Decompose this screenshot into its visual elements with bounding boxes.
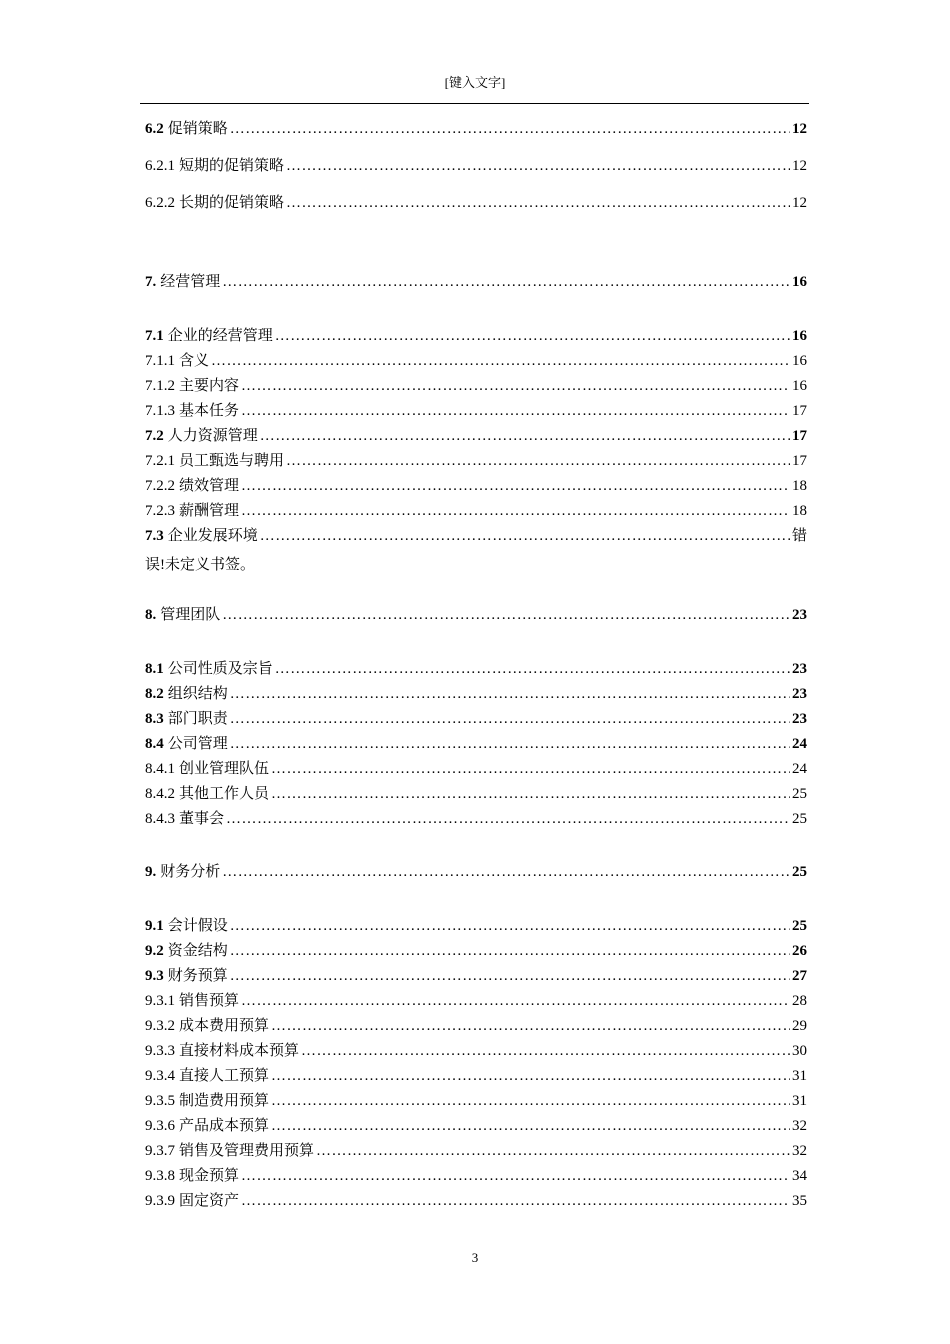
toc-entry-page: 28 xyxy=(792,993,807,1009)
toc-entry[interactable] xyxy=(145,682,807,704)
toc-entry-number: 7.2.1 xyxy=(145,453,175,469)
toc-leader-dots xyxy=(286,193,790,213)
toc-leader-dots xyxy=(271,1116,790,1136)
toc-entry[interactable] xyxy=(145,117,807,139)
toc-entry-page: 27 xyxy=(792,968,807,984)
toc-entry-page: 32 xyxy=(792,1118,807,1134)
toc-entry-number: 8.4 xyxy=(145,736,164,752)
toc-entry-page: 12 xyxy=(792,195,807,211)
toc-entry[interactable] xyxy=(145,349,807,371)
toc-entry-title: 董事会 xyxy=(179,811,225,827)
toc-entry[interactable] xyxy=(145,474,807,496)
toc-entry-number: 6.2.2 xyxy=(145,195,175,211)
toc-entry-title: 成本费用预算 xyxy=(179,1018,270,1034)
toc-entry-title: 基本任务 xyxy=(179,403,240,419)
toc-leader-dots xyxy=(241,476,790,496)
toc-entry-title: 主要内容 xyxy=(179,378,240,394)
toc-leader-dots xyxy=(260,426,790,446)
toc-entry-number: 9.3.3 xyxy=(145,1043,175,1059)
toc-entry-title: 经营管理 xyxy=(160,274,221,290)
toc-entry-number: 6.2 xyxy=(145,121,164,137)
toc-entry-number: 9.3.1 xyxy=(145,993,175,1009)
toc-leader-dots xyxy=(316,1141,790,1161)
toc-entry-page: 25 xyxy=(792,811,807,827)
toc-entry[interactable] xyxy=(145,1114,807,1136)
toc-entry[interactable] xyxy=(145,324,807,346)
toc-entry-number: 9.3.8 xyxy=(145,1168,175,1184)
toc-entry-title: 公司性质及宗旨 xyxy=(167,661,273,677)
toc-entry[interactable] xyxy=(145,1039,807,1061)
toc-entry-title: 制造费用预算 xyxy=(179,1093,270,1109)
toc-leader-dots xyxy=(260,526,790,546)
toc-entry-title: 财务预算 xyxy=(167,968,228,984)
toc-entry-title: 员工甄选与聘用 xyxy=(179,453,285,469)
toc-entry-title: 财务分析 xyxy=(160,864,221,880)
toc-entry-page: 18 xyxy=(792,478,807,494)
toc-entry-number: 9.1 xyxy=(145,918,164,934)
toc-leader-dots xyxy=(286,451,790,471)
toc-leader-dots xyxy=(230,966,790,986)
toc-entry-title: 销售及管理费用预算 xyxy=(179,1143,315,1159)
toc-entry-number: 7.3 xyxy=(145,528,164,544)
toc-entry-number: 9. xyxy=(145,864,157,880)
toc-leader-dots xyxy=(271,759,790,779)
toc-entry-number: 8.4.2 xyxy=(145,786,175,802)
toc-entry-number: 8.3 xyxy=(145,711,164,727)
toc-entry-title: 薪酬管理 xyxy=(179,503,240,519)
toc-entry-number: 8.4.1 xyxy=(145,761,175,777)
toc-leader-dots xyxy=(211,351,790,371)
toc-entry[interactable] xyxy=(145,1064,807,1086)
toc-entry-number: 8.4.3 xyxy=(145,811,175,827)
toc-entry-number: 8.1 xyxy=(145,661,164,677)
toc-entry-page: 23 xyxy=(792,686,807,702)
toc-entry-number: 7.1 xyxy=(145,328,164,344)
toc-entry-number: 7. xyxy=(145,274,157,290)
toc-entry[interactable] xyxy=(145,524,807,546)
toc-leader-dots xyxy=(301,1041,790,1061)
toc-leader-dots xyxy=(222,605,790,625)
toc-leader-dots xyxy=(271,1091,790,1111)
header-divider xyxy=(140,103,809,104)
toc-entry[interactable] xyxy=(145,603,807,625)
toc-leader-dots xyxy=(286,156,790,176)
toc-entry-number: 8.2 xyxy=(145,686,164,702)
toc-leader-dots xyxy=(271,1066,790,1086)
toc-entry-title: 促销策略 xyxy=(167,121,228,137)
toc-entry[interactable] xyxy=(145,374,807,396)
toc-entry[interactable] xyxy=(145,1139,807,1161)
toc-entry[interactable] xyxy=(145,424,807,446)
toc-entry-page: 16 xyxy=(792,353,807,369)
toc-entry[interactable] xyxy=(145,989,807,1011)
toc-entry-number: 6.2.1 xyxy=(145,158,175,174)
toc-entry-page: 23 xyxy=(792,661,807,677)
toc-entry[interactable] xyxy=(145,657,807,679)
toc-entry-page: 24 xyxy=(792,761,807,777)
toc-leader-dots xyxy=(271,784,790,804)
toc-entry-page: 16 xyxy=(792,328,807,344)
toc-entry-number: 9.2 xyxy=(145,943,164,959)
toc-leader-dots xyxy=(241,501,790,521)
toc-leader-dots xyxy=(230,119,790,139)
toc-leader-dots xyxy=(230,684,790,704)
toc-entry[interactable] xyxy=(145,914,807,936)
toc-leader-dots xyxy=(230,734,790,754)
toc-entry-page: 25 xyxy=(792,918,807,934)
toc-leader-dots xyxy=(241,401,790,421)
toc-entry[interactable] xyxy=(145,732,807,754)
toc-entry-title: 创业管理队伍 xyxy=(179,761,270,777)
toc-entry-title: 资金结构 xyxy=(167,943,228,959)
toc-entry-title: 企业的经营管理 xyxy=(167,328,273,344)
toc-entry-page: 34 xyxy=(792,1168,807,1184)
toc-entry[interactable] xyxy=(145,399,807,421)
toc-entry-page: 30 xyxy=(792,1043,807,1059)
toc-entry-number: 7.1.2 xyxy=(145,378,175,394)
toc-entry-title: 长期的促销策略 xyxy=(179,195,285,211)
toc-entry-page: 17 xyxy=(792,453,807,469)
toc-entry-number: 9.3.6 xyxy=(145,1118,175,1134)
toc-entry-page: 12 xyxy=(792,158,807,174)
toc-entry-page: 31 xyxy=(792,1093,807,1109)
toc-entry-page: 23 xyxy=(792,711,807,727)
toc-entry-number: 9.3.5 xyxy=(145,1093,175,1109)
toc-entry-page: 35 xyxy=(792,1193,807,1209)
toc-leader-dots xyxy=(226,809,790,829)
toc-leader-dots xyxy=(241,1191,790,1211)
toc-leader-dots xyxy=(241,1166,790,1186)
toc-entry[interactable] xyxy=(145,860,807,882)
page-header: [键入文字] xyxy=(444,75,506,90)
toc-entry-number: 7.2.3 xyxy=(145,503,175,519)
toc-leader-dots xyxy=(275,326,790,346)
toc-entry-number: 8. xyxy=(145,607,157,623)
toc-entry-page: 23 xyxy=(792,607,807,623)
toc-leader-dots xyxy=(241,991,790,1011)
toc-entry[interactable] xyxy=(145,1189,807,1211)
toc-entry-title: 管理团队 xyxy=(160,607,221,623)
toc-entry[interactable] xyxy=(145,782,807,804)
toc-entry[interactable] xyxy=(145,1164,807,1186)
toc-entry-title: 直接材料成本预算 xyxy=(179,1043,300,1059)
page-number: 3 xyxy=(471,1250,479,1265)
toc-entry-number: 7.1.1 xyxy=(145,353,175,369)
toc-entry[interactable] xyxy=(145,807,807,829)
toc-entry-number: 9.3.2 xyxy=(145,1018,175,1034)
toc-entry-title: 企业发展环境 xyxy=(167,528,258,544)
toc-entry-title: 公司管理 xyxy=(167,736,228,752)
toc-leader-dots xyxy=(230,941,790,961)
toc-entry-title: 直接人工预算 xyxy=(179,1068,270,1084)
toc-entry-page: 12 xyxy=(792,121,807,137)
toc-leader-dots xyxy=(222,862,790,882)
toc-entry-title: 短期的促销策略 xyxy=(179,158,285,174)
toc-leader-dots xyxy=(230,709,790,729)
toc-entry-title: 人力资源管理 xyxy=(167,428,258,444)
toc-entry-page: 17 xyxy=(792,428,807,444)
toc-entry[interactable] xyxy=(145,270,807,292)
toc-entry[interactable] xyxy=(145,499,807,521)
toc-entry[interactable] xyxy=(145,191,807,213)
toc-entry-wrap-text: 误!未定义书签。 xyxy=(145,557,255,573)
toc-entry[interactable] xyxy=(145,964,807,986)
toc-entry-number: 9.3 xyxy=(145,968,164,984)
toc-entry-page: 32 xyxy=(792,1143,807,1159)
toc-entry-page: 24 xyxy=(792,736,807,752)
toc-entry-number: 9.3.4 xyxy=(145,1068,175,1084)
toc-entry[interactable] xyxy=(145,707,807,729)
toc-leader-dots xyxy=(275,659,790,679)
toc-leader-dots xyxy=(271,1016,790,1036)
toc-entry-number: 7.1.3 xyxy=(145,403,175,419)
toc-entry-page: 26 xyxy=(792,943,807,959)
toc-entry-page: 17 xyxy=(792,403,807,419)
toc-entry-page: 错 xyxy=(791,528,807,544)
toc-entry-title: 会计假设 xyxy=(167,918,228,934)
toc-entry[interactable] xyxy=(145,757,807,779)
toc-entry-number: 9.3.9 xyxy=(145,1193,175,1209)
toc-leader-dots xyxy=(222,272,790,292)
toc-entry[interactable] xyxy=(145,1089,807,1111)
toc-entry[interactable] xyxy=(145,449,807,471)
toc-entry-title: 部门职责 xyxy=(167,711,228,727)
toc-entry[interactable] xyxy=(145,1014,807,1036)
toc-entry-title: 固定资产 xyxy=(179,1193,240,1209)
toc-entry-title: 绩效管理 xyxy=(179,478,240,494)
toc-entry-page: 29 xyxy=(792,1018,807,1034)
toc-entry-page: 31 xyxy=(792,1068,807,1084)
toc-leader-dots xyxy=(241,376,790,396)
toc-entry-title: 现金预算 xyxy=(179,1168,240,1184)
toc-entry[interactable] xyxy=(145,154,807,176)
toc-entry-page: 25 xyxy=(792,864,807,880)
toc-entry-page: 16 xyxy=(792,274,807,290)
toc-entry-title: 其他工作人员 xyxy=(179,786,270,802)
toc-entry-title: 销售预算 xyxy=(179,993,240,1009)
toc-entry-number: 9.3.7 xyxy=(145,1143,175,1159)
toc-entry-page: 25 xyxy=(792,786,807,802)
toc-entry-title: 含义 xyxy=(179,353,210,369)
toc-entry-title: 产品成本预算 xyxy=(179,1118,270,1134)
toc-entry-number: 7.2 xyxy=(145,428,164,444)
toc-entry[interactable] xyxy=(145,939,807,961)
toc-entry-number: 7.2.2 xyxy=(145,478,175,494)
toc-entry-page: 16 xyxy=(792,378,807,394)
toc-entry-page: 18 xyxy=(792,503,807,519)
toc-leader-dots xyxy=(230,916,790,936)
toc-entry-title: 组织结构 xyxy=(167,686,228,702)
